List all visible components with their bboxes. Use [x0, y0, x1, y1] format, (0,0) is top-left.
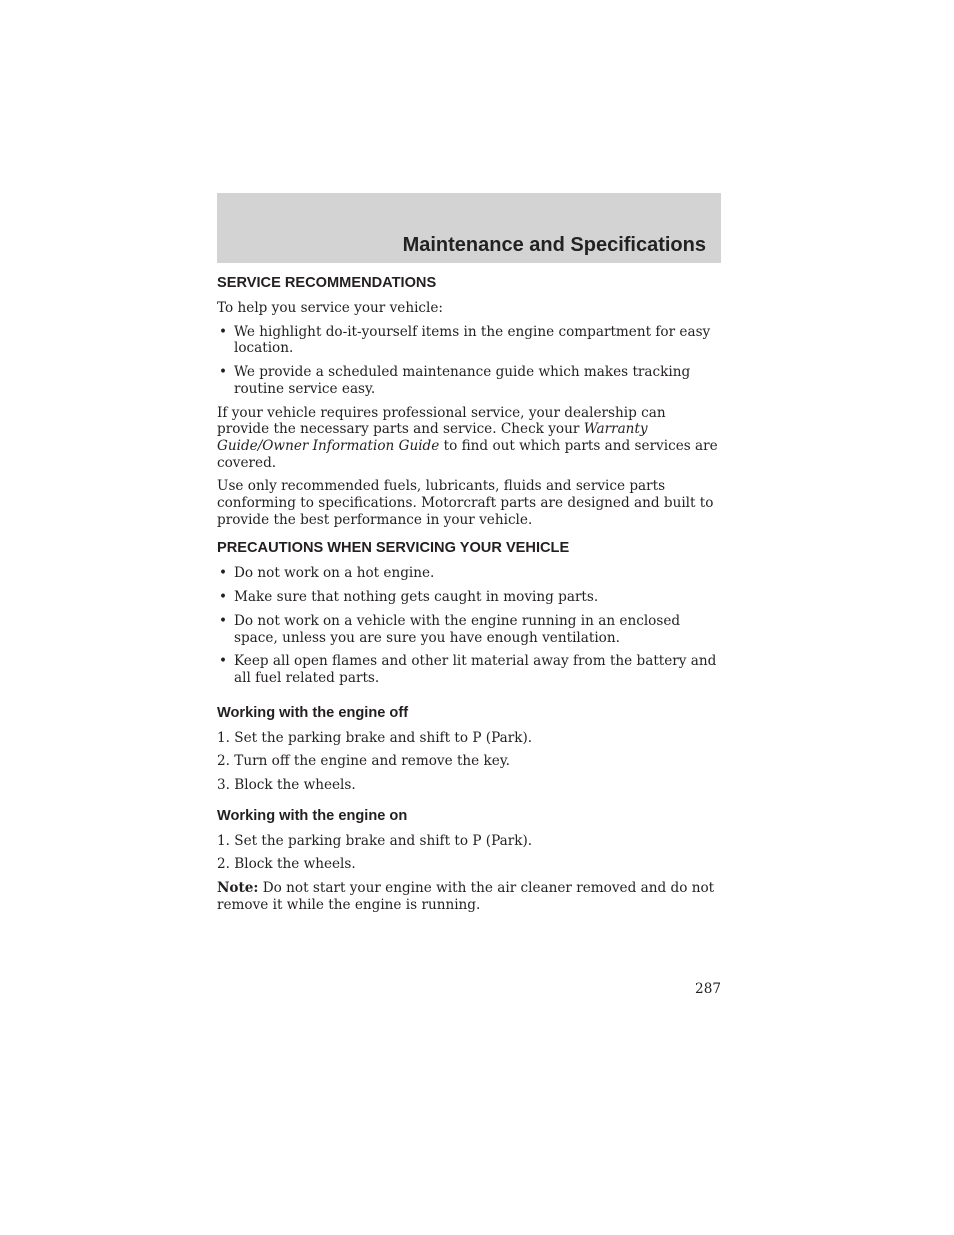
list-item: 1. Set the parking brake and shift to P (Park). — [217, 729, 533, 746]
heading-service-recommendations: SERVICE RECOMMENDATIONS — [217, 275, 437, 291]
warranty-guide-title: Warranty Guide/Owner Information Guide — [217, 421, 648, 454]
precautions-bullet-list — [217, 565, 721, 686]
note-paragraph — [217, 880, 721, 913]
list-item: • Make sure that nothing gets caught in moving parts. — [217, 589, 721, 606]
service-intro: To help you service your vehicle: — [217, 300, 444, 316]
list-item: 2. Block the wheels. — [217, 856, 356, 873]
page-number: 287 — [695, 981, 721, 997]
page-content — [217, 274, 721, 921]
list-item: • Do not work on a hot engine. — [217, 565, 721, 582]
service-paragraph-dealership — [217, 405, 721, 472]
list-item: • We highlight do-it-yourself items in the engine compartment for easy location. — [217, 324, 721, 357]
list-item: • Do not work on a vehicle with the engine running in an enclosed space, unless you are sure you have enough ventilation. — [217, 613, 721, 646]
note-label: Note: — [217, 880, 259, 897]
list-item: 3. Block the wheels. — [217, 777, 356, 794]
paragraph-text: to find out which parts and services are covered. — [217, 437, 718, 471]
section-title: Maintenance and Specifications — [402, 234, 706, 256]
service-paragraph-parts: Use only recommended fuels, lubricants, fluids and service parts conforming to specifications. Motorcraft parts are designed and built to provide the best performance in your vehicle. — [217, 478, 714, 528]
service-bullet-list — [217, 324, 721, 398]
heading-precautions: PRECAUTIONS WHEN SERVICING YOUR VEHICLE — [217, 540, 570, 557]
list-item: • Keep all open flames and other lit material away from the battery and all fuel related parts. — [217, 653, 721, 686]
heading-engine-on: Working with the engine on — [217, 807, 408, 824]
list-item: 1. Set the parking brake and shift to P (Park). — [217, 832, 533, 849]
section-header-band — [217, 193, 721, 263]
paragraph-text: If your vehicle requires professional service, your dealership can provide the necessary parts and service. Check your — [217, 404, 666, 438]
note-text: Do not start your engine with the air cleaner removed and do not remove it while the engine is running. — [217, 880, 715, 913]
list-item: 2. Turn off the engine and remove the key. — [217, 753, 511, 770]
heading-engine-off: Working with the engine off — [217, 704, 409, 721]
list-item: • We provide a scheduled maintenance guide which makes tracking routine service easy. — [217, 364, 721, 397]
